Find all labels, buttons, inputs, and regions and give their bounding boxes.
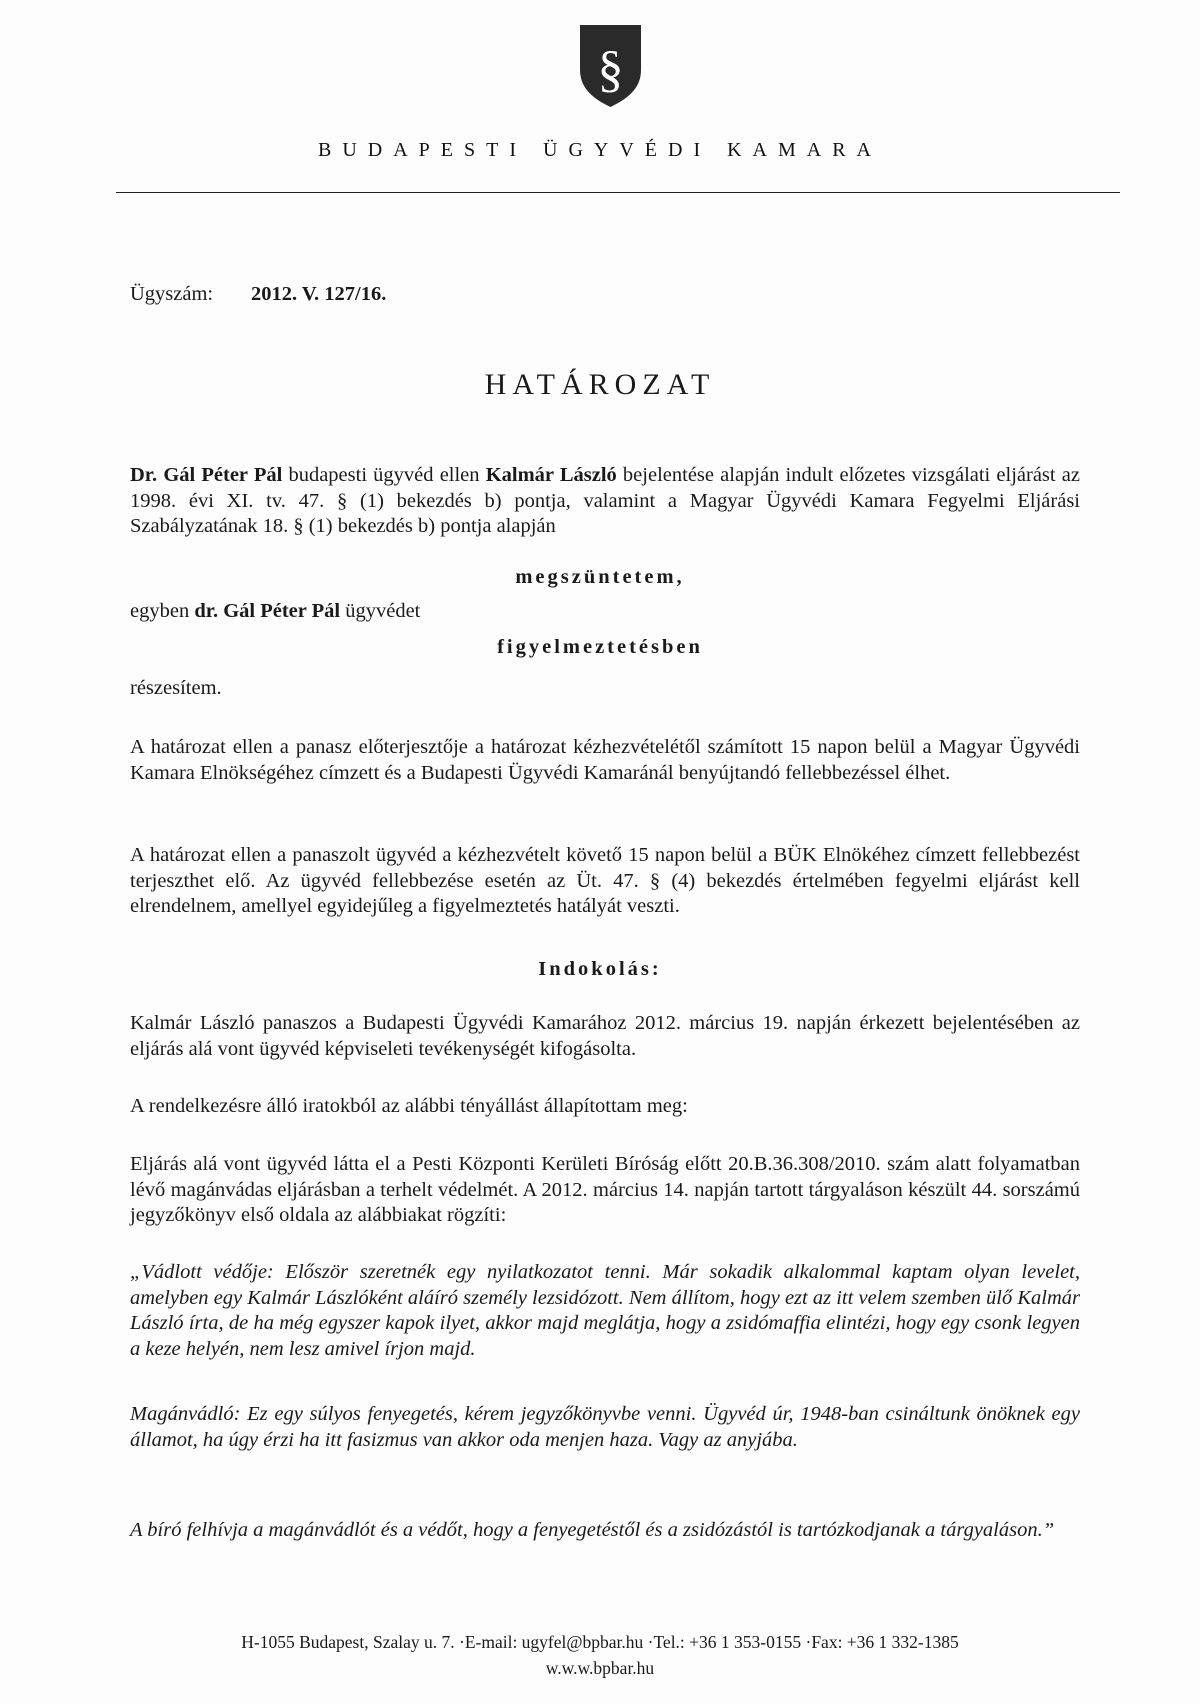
- document-title: HATÁROZAT: [484, 368, 716, 401]
- appeal-paragraph-complainant: A határozat ellen a panasz előterjesztője a határozat kézhezvételétől számított 15 napon belül a Magyar Ügyvédi Kamara Elnökségéhez címzett és a Budapesti Ügyvédi Kamaránál benyújtandó fellebbezéssel élhet.: [130, 736, 1080, 784]
- appeal-paragraph-lawyer: A határozat ellen a panaszolt ügyvéd a kézhezvételt követő 15 napon belül a BÜK Elnökéhez címzett fellebbezést terjeszthet elő. Az ügyvéd fellebbezése esetén az Üt. 47. § (4) bekezdés értelmében fegyelmi eljárást kell elrendelnem, amellyel egyidejűleg a figyelmeztetés hatályát veszti.: [130, 844, 1080, 917]
- reasoning-heading: Indokolás:: [538, 958, 662, 980]
- footer-website: w.w.w.bpbar.hu: [545, 1658, 655, 1678]
- reasoning-paragraph-1: Kalmár László panaszos a Budapesti Ügyvédi Kamarához 2012. március 19. napján érkezett bejelentésében az eljárás alá vont ügyvéd képviseleti tevékenységét kifogásolta.: [130, 1012, 1080, 1060]
- complainant-name: Kalmár László: [485, 464, 617, 486]
- warning-line: egyben dr. Gál Péter Pál ügyvédet: [130, 600, 421, 622]
- reasoning-paragraph-2: A rendelkezésre álló iratokból az alábbi tényállást állapítottam meg:: [130, 1095, 688, 1117]
- header-divider: [116, 192, 1120, 193]
- organization-name: BUDAPESTI ÜGYVÉDI KAMARA: [318, 139, 882, 161]
- case-number-label: Ügyszám:: [130, 283, 214, 305]
- decision-end: részesítem.: [130, 677, 222, 699]
- quote-defense-counsel: „Vádlott védője: Először szeretnék egy nyilatkozatot tenni. Már sokadik alkalommal kaptam olyan levelet, amelyben egy Kalmár Lászlóként aláíró személy lezsidózott. Nem állítom, hogy ezt az itt velem szemben ülő Kalmár László írta, de ha még egyszer kapok ilyet, akkor majd meglátja, hogy a zsidómaffia elintézi, hogy egy csonk legyen a keze helyén, nem lesz amivel írjon majd.: [130, 1261, 1080, 1360]
- case-number: 2012. V. 127/16.: [251, 283, 387, 305]
- svg-text:§: §: [597, 41, 624, 98]
- intro-paragraph: Dr. Gál Péter Pál budapesti ügyvéd ellen Kalmár László bejelentése alapján indult előzetes vizsgálati eljárást az 1998. évi XI. tv. 47. § (1) bekezdés b) pontja, valamint a Magyar Ügyvédi Kamara Fegyelmi Eljárási Szabályzatának 18. § (1) bekezdés b) pontja alapján: [130, 464, 1080, 537]
- quote-judge: A bíró felhívja a magánvádlót és a védőt, hogy a fenyegetéstől és a zsidózástól is tartózkodjanak a tárgyaláson.”: [130, 1519, 1055, 1541]
- decision-warning: figyelmeztetésben: [497, 636, 703, 658]
- decision-terminate: megszüntetem,: [515, 566, 685, 588]
- case-number-line: [130, 283, 387, 306]
- respondent-name: Dr. Gál Péter Pál: [130, 464, 283, 486]
- reasoning-paragraph-3: Eljárás alá vont ügyvéd látta el a Pesti Központi Kerületi Bíróság előtt 20.B.36.308/2010. szám alatt folyamatban lévő magánvádas eljárásban a terhelt védelmét. A 2012. március 14. napján tartott tárgyaláson készült 44. sorszámú jegyzőkönyv első oldala az alábbiakat rögzíti:: [130, 1153, 1080, 1226]
- bar-association-crest-logo: [579, 24, 642, 108]
- quote-private-prosecutor: Magánvádló: Ez egy súlyos fenyegetés, kérem jegyzőkönyvbe venni. Ügyvéd úr, 1948-ban csináltunk önöknek egy államot, ha úgy érzi ha itt fasizmus van akkor oda menjen haza. Vagy az anyjába.: [130, 1403, 1080, 1451]
- footer-contact-line: H-1055 Budapest, Szalay u. 7. ·E-mail: ugyfel@bpbar.hu ·Tel.: +36 1 353-0155 ·Fax: +36 1 332-1385: [241, 1632, 959, 1652]
